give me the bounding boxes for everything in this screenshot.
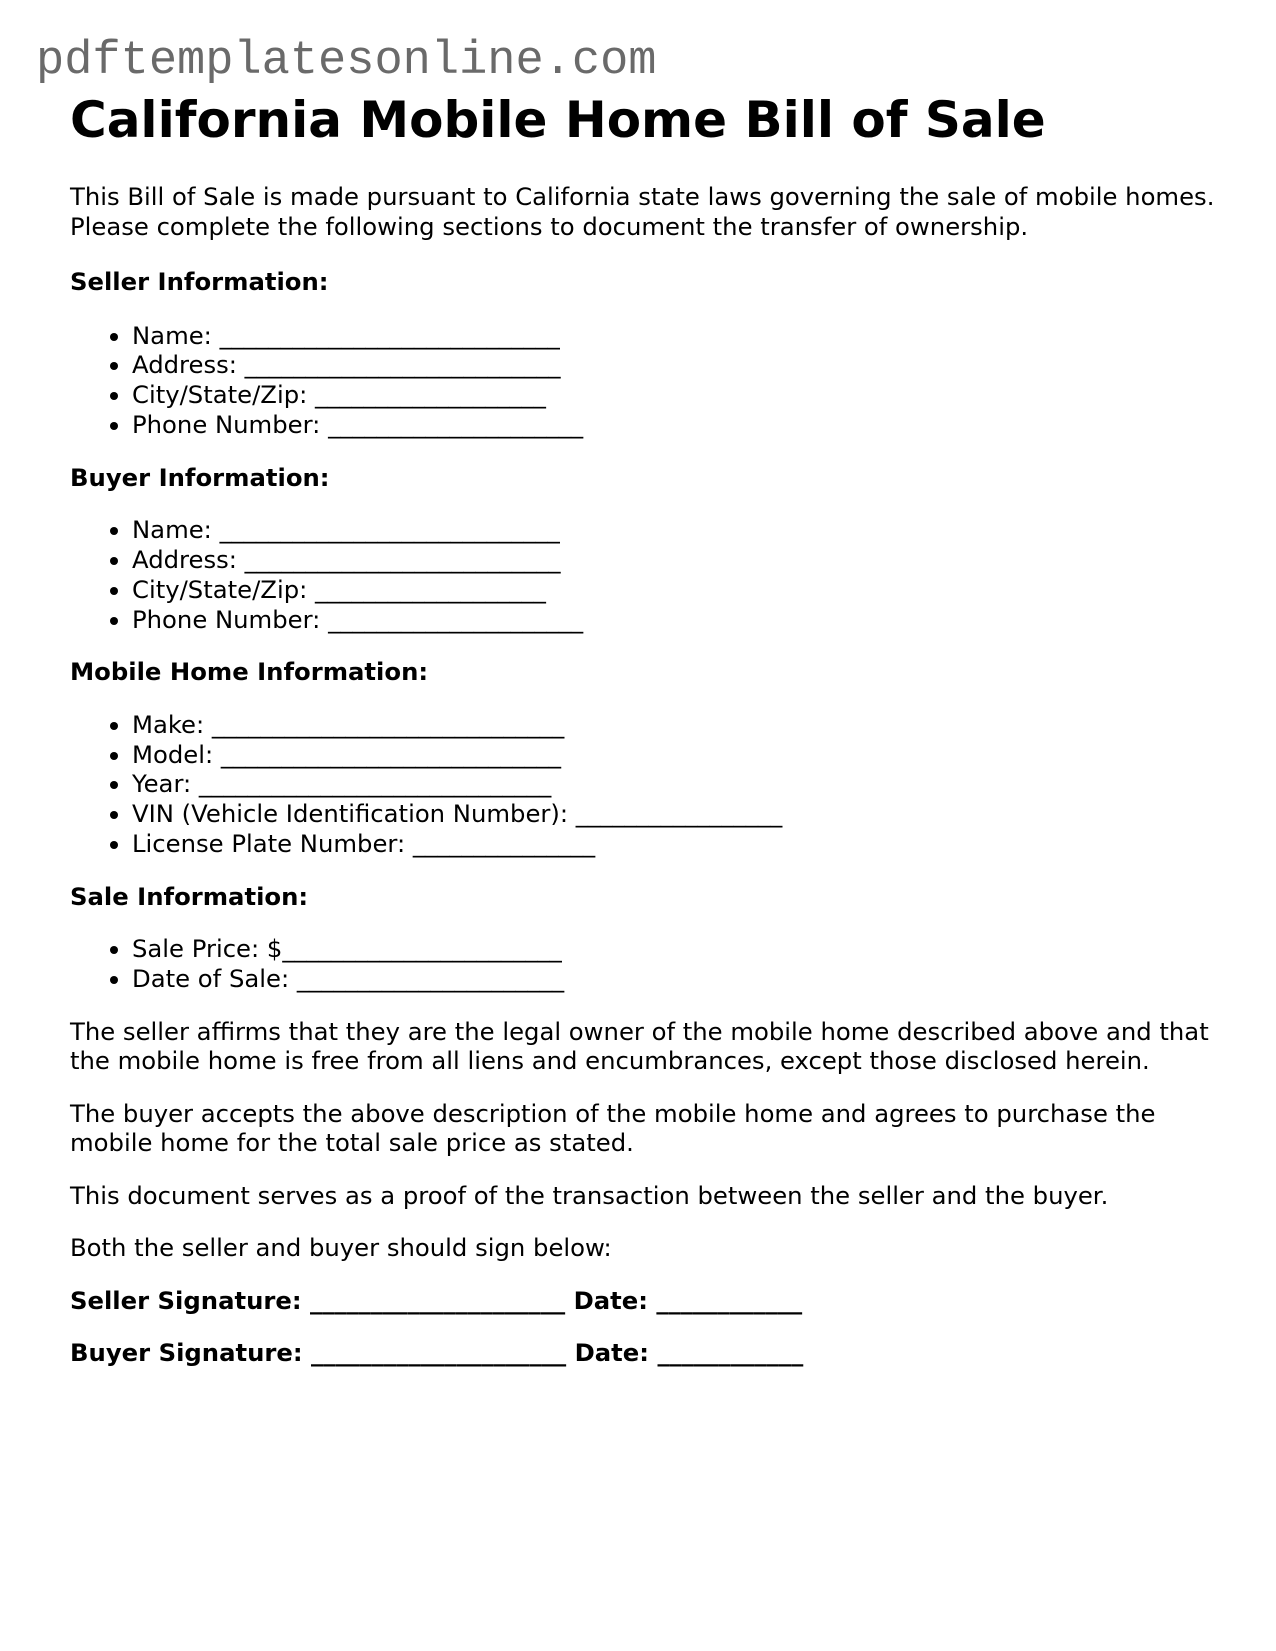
document-body [70,86,1220,1368]
buyer-fields-list [70,515,1220,634]
acceptance-paragraph: The buyer accepts the above description of the mobile home and agrees to purchase the mobile home for the total sale price as stated. [70,1098,1156,1158]
home-model-field[interactable]: • Model: ____________________________ [132,740,1220,770]
seller-city-state-zip-field[interactable]: • City/State/Zip: ___________________ [132,380,1220,410]
sale-fields-list [70,934,1220,994]
seller-signature-line[interactable]: Seller Signature: _____________________ Date: ____________ [70,1285,803,1315]
seller-section-heading: Seller Information: [70,267,329,296]
sale-date-field[interactable]: • Date of Sale: ______________________ [132,964,1220,994]
seller-name-field[interactable]: • Name: ____________________________ [132,321,1220,351]
sale-section-heading: Sale Information: [70,881,309,911]
buyer-city-state-zip-field[interactable]: • City/State/Zip: ___________________ [132,575,1220,605]
seller-fields-list [70,321,1220,440]
affirmation-paragraph: The seller affirms that they are the legal owner of the mobile home described above and that the mobile home is free from all liens and encumbrances, except those disclosed herein. [70,1016,1209,1076]
home-section-heading: Mobile Home Information: [70,657,429,687]
seller-phone-field[interactable]: • Phone Number: _____________________ [132,410,1220,440]
watermark: pdftemplatesonline.com [36,35,657,88]
home-vin-field[interactable]: • VIN (Vehicle Identification Number): _________________ [132,799,1220,829]
buyer-phone-field[interactable]: • Phone Number: _____________________ [132,605,1220,635]
intro-paragraph: This Bill of Sale is made pursuant to California state laws governing the sale of mobile homes. Please complete the following sections to document the transfer of ownership. [70,182,1215,241]
buyer-address-field[interactable]: • Address: __________________________ [132,545,1220,575]
sale-price-field[interactable]: • Sale Price: $_______________________ [132,934,1220,964]
buyer-section-heading: Buyer Information: [70,462,330,492]
seller-address-field[interactable]: • Address: __________________________ [132,350,1220,380]
proof-paragraph: This document serves as a proof of the transaction between the seller and the buyer. [70,1180,1109,1210]
home-license-plate-field[interactable]: • License Plate Number: _______________ [132,829,1220,859]
home-year-field[interactable]: • Year: _____________________________ [132,769,1220,799]
home-fields-list [70,710,1220,859]
buyer-signature-line[interactable]: Buyer Signature: _____________________ Date: ____________ [70,1338,804,1368]
buyer-name-field[interactable]: • Name: ____________________________ [132,515,1220,545]
sign-instruction: Both the seller and buyer should sign below: [70,1233,612,1263]
document-title: California Mobile Home Bill of Sale [70,91,1046,149]
home-make-field[interactable]: • Make: _____________________________ [132,710,1220,740]
